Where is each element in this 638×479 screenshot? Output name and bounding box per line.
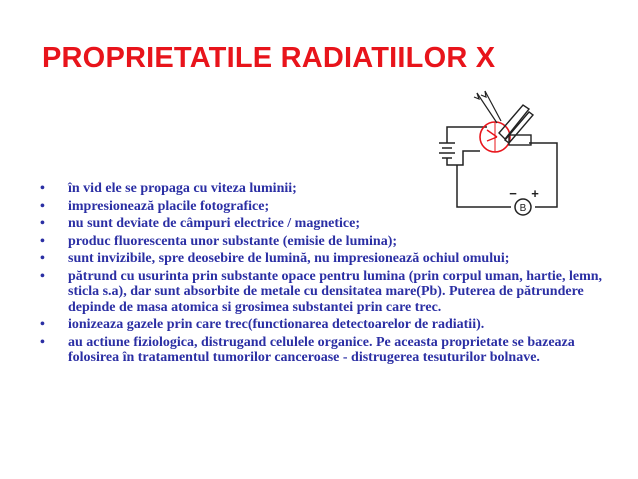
bullet-item	[40, 335, 620, 366]
bullet-mark: •	[40, 268, 45, 284]
bullet-item	[40, 251, 620, 267]
bullet-mark: •	[40, 334, 45, 350]
bullet-text: produc fluorescenta unor substante (emisie de lumina);	[68, 233, 398, 249]
bullet-mark: •	[40, 216, 45, 231]
meter-label: B	[519, 203, 527, 214]
bullet-item	[40, 317, 620, 333]
bullet-item	[40, 199, 620, 215]
bullet-text: sunt invizibile, spre deosebire de lumină, nu impresionează ochiul omului;	[68, 251, 510, 266]
bullet-mark: •	[40, 233, 45, 249]
bullet-mark: •	[40, 181, 45, 196]
x-ray-tube	[474, 91, 533, 152]
bullet-mark: •	[40, 251, 45, 266]
bullet-item	[40, 216, 620, 232]
bullet-text: în vid ele se propaga cu viteza luminii;	[68, 181, 297, 196]
bullet-item	[40, 181, 620, 197]
left-battery-symbol	[439, 143, 455, 158]
bullet-mark: •	[40, 198, 45, 214]
minus-sign: −	[509, 186, 517, 201]
bullet-text: ionizeaza gazele prin care trec(functionarea detectoarelor de radiatii).	[68, 317, 485, 332]
bullet-item	[40, 269, 620, 316]
bullet-text: nu sunt deviate de câmpuri electrice / magnetice;	[68, 216, 360, 231]
slide-title: PROPRIETATILE RADIATIILOR X	[42, 42, 496, 74]
bullet-text: impresionează placile fotografice;	[68, 198, 270, 214]
plus-sign: +	[531, 186, 539, 201]
bullet-list	[40, 181, 620, 368]
bullet-text: au actiune fiziologica, distrugand celulele organice. Pe aceasta proprietate se bazeaza folosirea în tratamentul tumorilor canceroase - distrugerea tesuturilor bolnave.	[68, 334, 575, 365]
bullet-text: pătrund cu usurinta prin substante opace pentru lumina (prin corpul uman, hartie, lemn, sticla s.a), dar sunt absorbite de metale cu densitatea mare(Pb). Puterea de pătrundere depinde de masa atomica si grosimea substantei prin care trec.	[68, 268, 603, 315]
bullet-mark: •	[40, 317, 45, 332]
bullet-item	[40, 234, 620, 250]
